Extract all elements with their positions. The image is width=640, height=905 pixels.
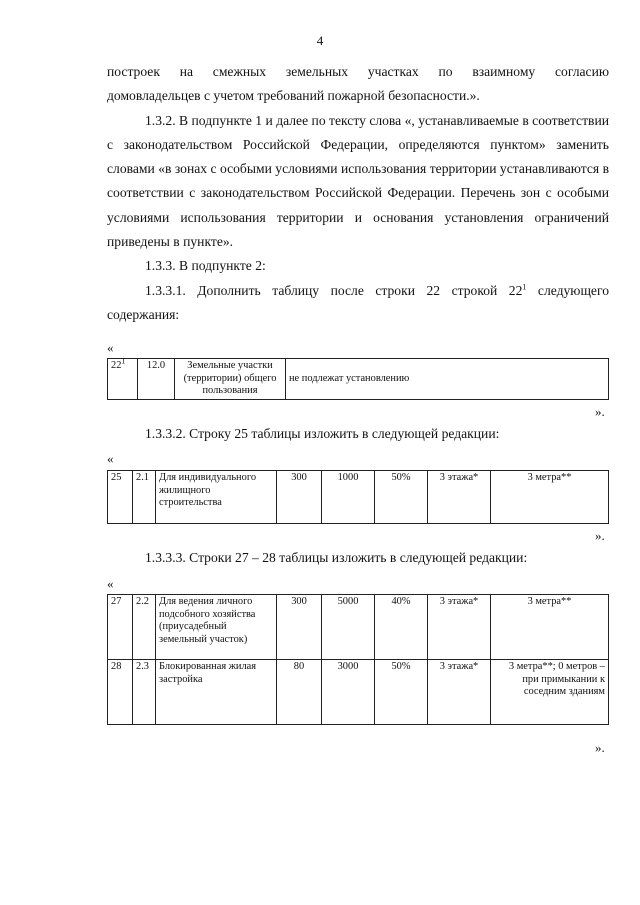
quote-open-3: «	[107, 576, 114, 591]
paragraph-4-superscript: 1	[522, 282, 527, 292]
row-setback: 3 метра**; 0 метров – при примыкании к соседним зданиям	[491, 660, 609, 725]
table-row	[108, 359, 609, 400]
heading-1-3-3-2: 1.3.3.2. Строку 25 таблицы изложить в следующей редакции:	[145, 426, 500, 441]
row-number: 28	[108, 660, 133, 725]
paragraph-4-start: 1.3.3.1. Дополнить таблицу после строки 22 строкой 22	[145, 282, 523, 298]
row-code: 2.1	[133, 471, 156, 524]
row-value: не подлежат установлению	[286, 359, 609, 400]
row-percent: 50%	[375, 660, 428, 725]
row-min-area: 80	[277, 660, 322, 725]
row-floors: 3 этажа*	[428, 595, 491, 660]
quote-close-1: ».	[595, 404, 605, 419]
row-code: 2.3	[133, 660, 156, 725]
table-row-22-1	[107, 358, 609, 400]
paragraph-1-line-2: домовладельцев с учетом требований пожарной безопасности.».	[107, 88, 480, 104]
row-name: Блокированная жилая застройка	[156, 660, 277, 725]
row-min-area: 300	[277, 595, 322, 660]
row-name: Для индивидуального жилищного строительства	[156, 471, 277, 524]
table-row	[108, 595, 609, 660]
row-code: 2.2	[133, 595, 156, 660]
table-rows-27-28	[107, 594, 609, 725]
row-name: Земельные участки (территории) общего пользования	[175, 359, 286, 400]
heading-1-3-3-3: 1.3.3.3. Строки 27 – 28 таблицы изложить в следующей редакции:	[145, 550, 528, 565]
row-name: Для ведения личного подсобного хозяйства (приусадебный земельный участок)	[156, 595, 277, 660]
row-max-area: 1000	[322, 471, 375, 524]
table-row	[108, 660, 609, 725]
paragraph-4-end: следующего содержания:	[107, 282, 609, 322]
row-percent: 40%	[375, 595, 428, 660]
row-number: 27	[108, 595, 133, 660]
body-text	[107, 60, 609, 327]
paragraph-3: 1.3.3. В подпункте 2:	[145, 258, 266, 274]
paragraph-4	[107, 279, 609, 328]
row-setback: 3 метра**	[491, 595, 609, 660]
row-percent: 50%	[375, 471, 428, 524]
row-setback: 3 метра**	[491, 471, 609, 524]
row-min-area: 300	[277, 471, 322, 524]
table-row	[108, 471, 609, 524]
row-max-area: 5000	[322, 595, 375, 660]
row-number: $22^1$	[108, 359, 138, 400]
page-number: 4	[316, 33, 324, 48]
row-max-area: 3000	[322, 660, 375, 725]
row-number: 25	[108, 471, 133, 524]
quote-open-2: «	[107, 451, 114, 466]
paragraph-2: 1.3.2. В подпункте 1 и далее по тексту слова «, устанавливаемые в соответствии с законодательством Российской Федерации, определяются пунктом» заменить словами «в зонах с особыми условиями использования территории устанавливаются в соответствии с законодательством Российской Федерации. Перечень зон с особыми условиями использования территории и основания установления ограничений приведены в пункте».	[107, 112, 609, 250]
table-row-25	[107, 470, 609, 524]
paragraph-1-line-1: построек на смежных земельных участках по взаимному согласию	[107, 64, 609, 79]
row-floors: 3 этажа*	[428, 660, 491, 725]
row-floors: 3 этажа*	[428, 471, 491, 524]
quote-open-1: «	[107, 340, 114, 355]
quote-close-3: ».	[595, 740, 605, 755]
row-code: 12.0	[138, 359, 175, 400]
quote-close-2: ».	[595, 528, 605, 543]
